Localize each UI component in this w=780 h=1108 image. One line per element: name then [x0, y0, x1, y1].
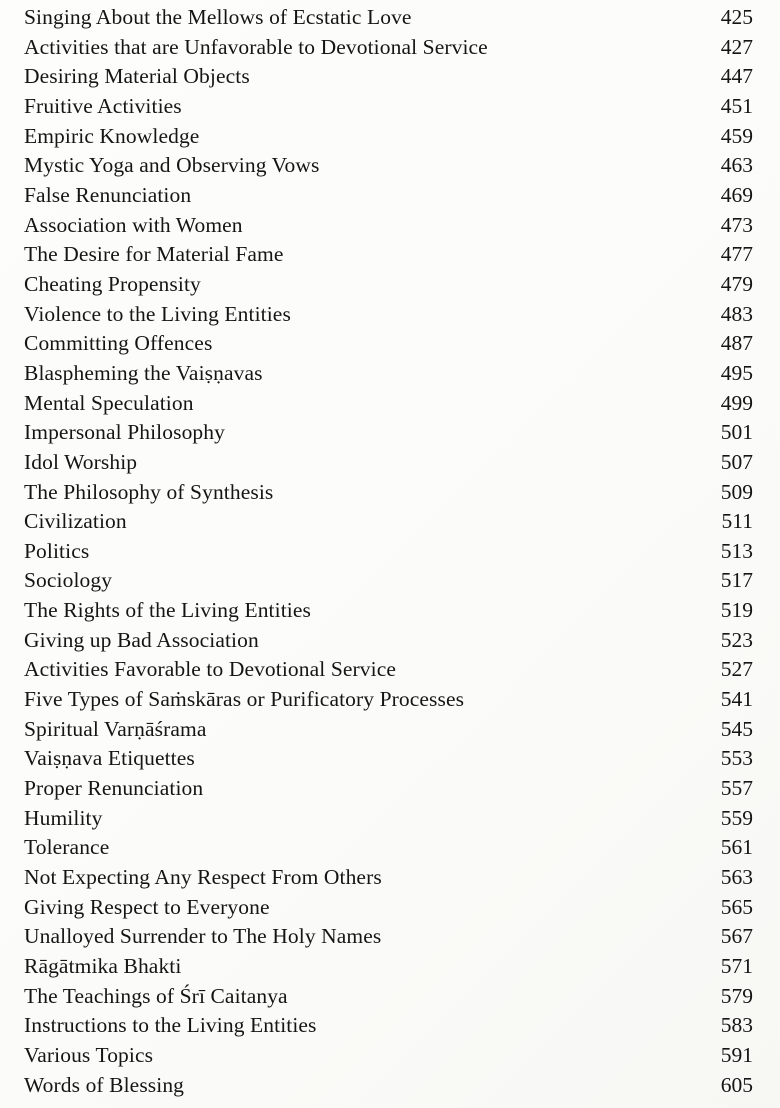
toc-entry-title: Mental Speculation [24, 390, 194, 415]
toc-entry-title: The Philosophy of Synthesis [24, 479, 274, 504]
toc-entry-page-number: 567 [720, 924, 753, 949]
toc-entry-title: Mystic Yoga and Observing Vows [24, 153, 320, 178]
toc-entry-page-number: 487 [720, 331, 753, 356]
toc-entry-page-number: 527 [720, 657, 753, 682]
toc-entry-title: Not Expecting Any Respect From Others [24, 865, 382, 890]
toc-entry-page-number: 451 [720, 93, 753, 118]
toc-entry [24, 153, 753, 178]
toc-entry-title: Proper Renunciation [24, 776, 204, 801]
toc-entry-page-number: 479 [720, 271, 753, 296]
toc-entry [24, 242, 753, 267]
toc-entry-page-number: 495 [720, 360, 753, 385]
toc-entry [24, 806, 753, 831]
toc-entry [24, 1013, 753, 1038]
toc-entry [24, 124, 753, 149]
toc-entry [24, 331, 753, 356]
toc-entry [24, 657, 753, 682]
toc-entry-page-number: 561 [720, 835, 753, 860]
toc-entry [24, 361, 753, 386]
toc-entry [24, 568, 753, 593]
toc-entry [24, 687, 753, 712]
toc-entry [24, 924, 753, 949]
toc-entry-title: Impersonal Philosophy [24, 420, 225, 445]
toc-entry-page-number: 541 [720, 687, 753, 712]
toc-entry-title: Spiritual Varṇāśrama [24, 716, 207, 741]
toc-entry-page-number: 565 [720, 894, 753, 919]
toc-entry-title: False Renunciation [24, 182, 192, 207]
toc-entry [24, 183, 753, 208]
toc-entry-title: Rāgātmika Bhakti [24, 954, 182, 978]
toc-entry-title: Giving Respect to Everyone [24, 894, 270, 919]
toc-entry-title: Association with Women [24, 212, 243, 237]
toc-entry-page-number: 425 [720, 5, 753, 29]
toc-entry-title: Sociology [24, 568, 113, 593]
toc-entry-page-number: 557 [720, 776, 753, 801]
toc-entry [24, 509, 753, 534]
toc-entry-page-number: 559 [720, 805, 753, 830]
toc-entry-title: Words of Blessing [24, 1072, 185, 1097]
toc-entry [24, 984, 753, 1009]
toc-entry-page-number: 509 [720, 479, 753, 504]
toc-entry [24, 895, 753, 920]
toc-entry-title: Five Types of Saṁskāras or Purificatory Processes [24, 687, 465, 712]
toc-entry-title: Activities that are Unfavorable to Devotional Service [24, 34, 488, 59]
toc-entry-title: Instructions to the Living Entities [24, 1013, 317, 1038]
toc-entry [24, 64, 753, 89]
toc-entry-page-number: 501 [720, 420, 753, 445]
toc-entry [24, 272, 753, 297]
toc-entry-page-number: 507 [720, 449, 753, 474]
toc-entry-page-number: 427 [720, 34, 753, 59]
toc-entry [24, 865, 753, 890]
toc-entry [24, 1043, 753, 1068]
toc-entry-page-number: 591 [720, 1042, 753, 1067]
toc-entry-page-number: 469 [720, 182, 753, 207]
toc-entry-title: Civilization [24, 509, 127, 534]
toc-entry-page-number: 517 [720, 568, 753, 593]
toc-entry-title: Unalloyed Surrender to The Holy Names [24, 924, 382, 949]
toc-entry [24, 480, 753, 505]
toc-entry [24, 776, 753, 801]
toc-entry-title: Politics [24, 538, 90, 563]
toc-entry-title: Giving up Bad Association [24, 627, 259, 652]
toc-entry [24, 598, 753, 623]
toc-entry-page-number: 553 [720, 746, 753, 771]
toc-entry-title: Idol Worship [24, 449, 138, 474]
toc-entry-page-number: 571 [720, 954, 753, 978]
toc-entry [24, 1073, 753, 1098]
toc-entry-page-number: 513 [720, 538, 753, 563]
toc-entry-page-number: 605 [720, 1072, 753, 1097]
toc-entry-page-number: 477 [720, 242, 753, 267]
toc-entry-title: Singing About the Mellows of Ecstatic Love [24, 5, 412, 29]
toc-entry-title: Blaspheming the Vaiṣṇavas [24, 360, 263, 385]
toc-entry-title: The Teachings of Śrī Caitanya [24, 983, 288, 1008]
toc-entry [24, 628, 753, 653]
toc-entry-page-number: 519 [720, 598, 753, 623]
toc-entry-title: Cheating Propensity [24, 271, 201, 296]
toc-entry-title: Vaiṣṇava Etiquettes [24, 746, 195, 771]
toc-entry [24, 5, 753, 30]
toc-entry [24, 213, 753, 238]
toc-entry-title: Empiric Knowledge [24, 123, 200, 148]
toc-entry-title: The Rights of the Living Entities [24, 598, 311, 623]
toc-entry-page-number: 483 [720, 301, 753, 326]
toc-entry [24, 835, 753, 860]
toc-entry-page-number: 583 [720, 1013, 753, 1038]
toc-entry-title: Violence to the Living Entities [24, 301, 291, 326]
toc-entry-page-number: 447 [720, 64, 753, 89]
toc-entry [24, 539, 753, 564]
toc-entry-page-number: 545 [720, 716, 753, 741]
toc-entry-title: Humility [24, 805, 103, 830]
toc-entry-page-number: 463 [720, 153, 753, 178]
toc-entry [24, 391, 753, 416]
toc-entry-title: The Desire for Material Fame [24, 242, 284, 267]
toc-entry-title: Activities Favorable to Devotional Service [24, 657, 396, 682]
toc-entry-title: Desiring Material Objects [24, 64, 250, 89]
toc-entry [24, 746, 753, 771]
toc-entry-page-number: 499 [720, 390, 753, 415]
toc-entry [24, 717, 753, 742]
toc-entry-title: Fruitive Activities [24, 93, 182, 118]
toc-entry-title: Tolerance [24, 835, 110, 860]
toc-entry [24, 302, 753, 327]
toc-entry-page-number: 459 [720, 123, 753, 148]
toc-entry-title: Various Topics [24, 1042, 154, 1067]
toc-entry-page-number: 523 [720, 627, 753, 652]
toc-entry-page-number: 511 [721, 509, 753, 534]
toc-entry [24, 420, 753, 445]
toc-entry-page-number: 473 [720, 212, 753, 237]
toc-entry [24, 450, 753, 475]
toc-entry-title: Committing Offences [24, 331, 213, 356]
toc-entry [24, 954, 753, 979]
toc-entry-page-number: 579 [720, 983, 753, 1008]
toc-entry [24, 94, 753, 119]
toc-entry-page-number: 563 [720, 865, 753, 890]
toc-entry [24, 35, 753, 60]
